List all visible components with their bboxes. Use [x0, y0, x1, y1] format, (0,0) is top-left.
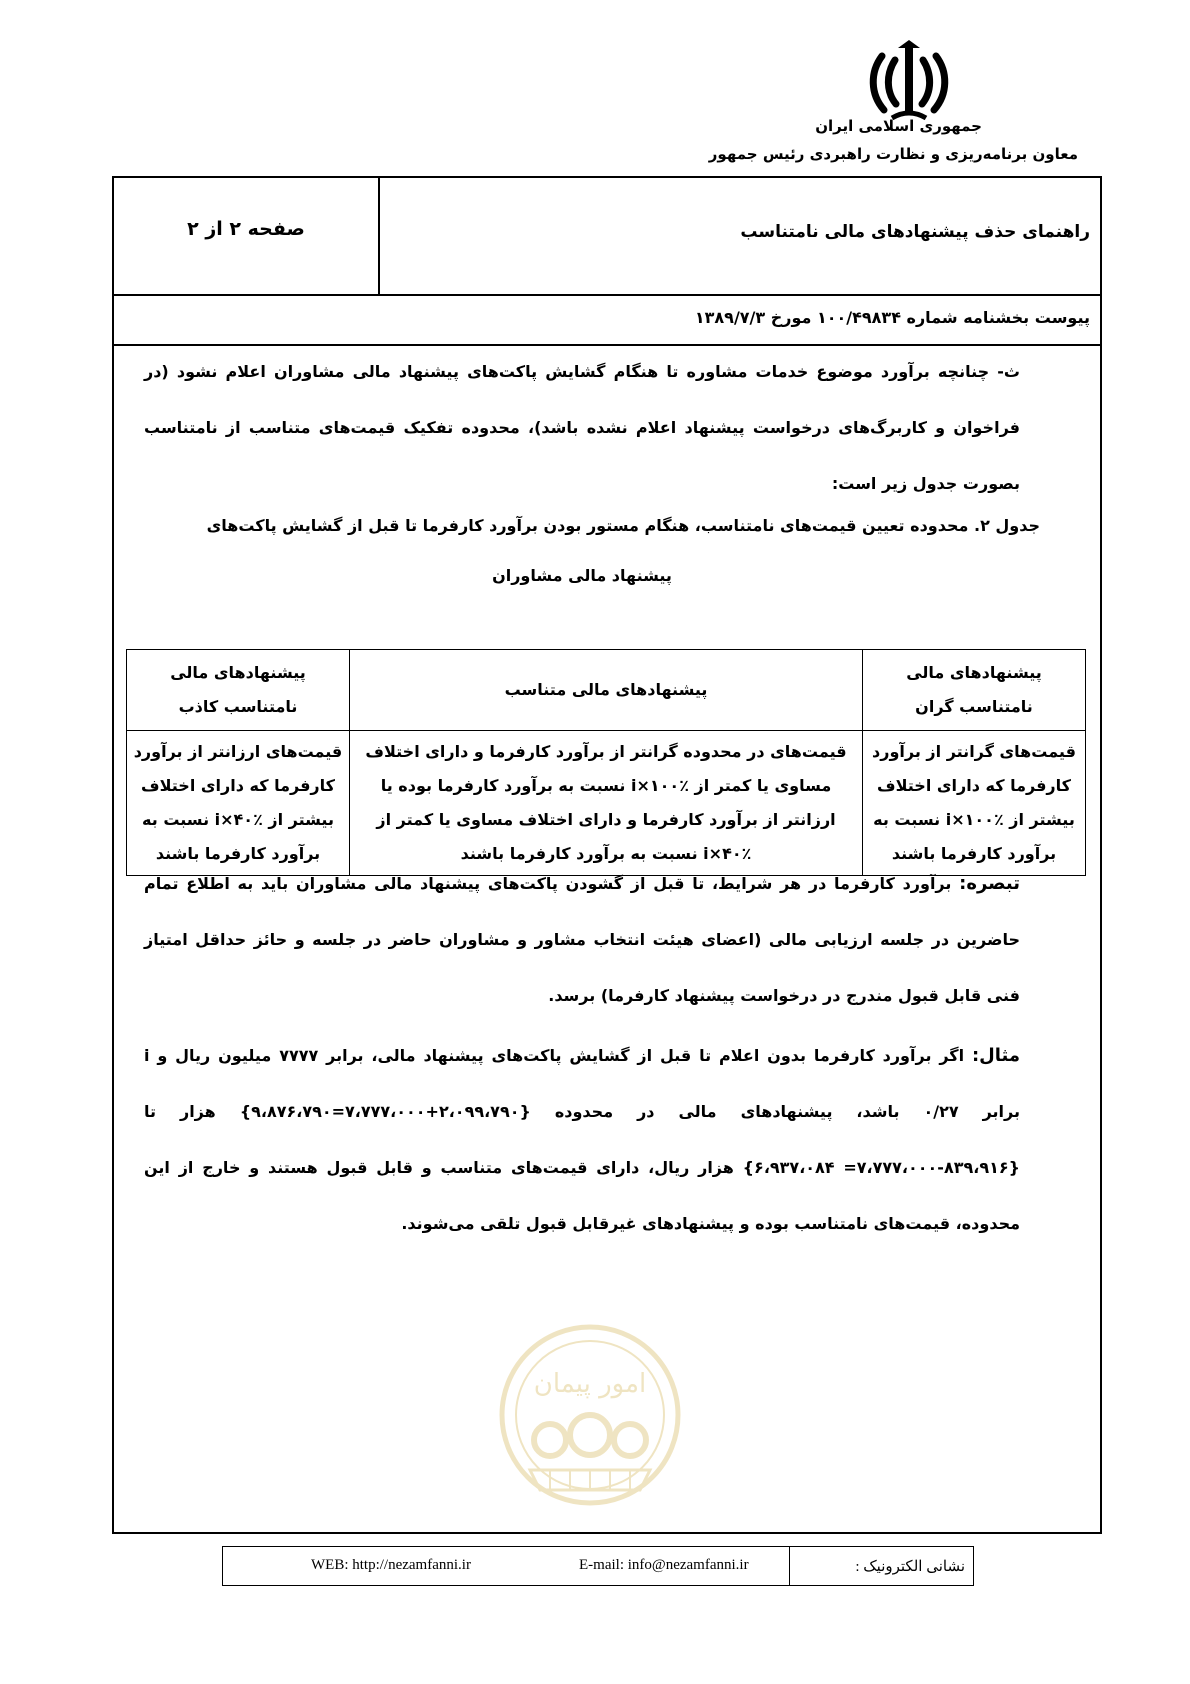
table-cell: قیمت‌های ارزانتر از برآورد کارفرما که دارای اختلاف بیشتر از i×۴۰٪ نسبت به برآورد کارفرما باشند: [127, 731, 350, 876]
example-text: اگر برآورد کارفرما بدون اعلام تا قبل از گشایش پاکت‌های پیشنهاد مالی، برابر ۷۷۷۷ میلیون ریال و i برابر ۰/۲۷ باشد، پیشنهادهای مالی در محدوده {۲،۰۹۹،۷۹۰+۷،۷۷۷،۰۰۰=۹،۸۷۶،۷۹۰} هزار تا {۸۳۹،۹۱۶-۷،۷۷۷،۰۰۰= ۶،۹۳۷،۰۸۴} هزار ریال، دارای قیمت‌های متناسب و قابل قبول هستند و خارج از این محدوده، قیمت‌های نامتناسب بوده و پیشنهادهای غیرقابل قبول تلقی می‌شوند.: [144, 1046, 1021, 1233]
table-caption-line2: پیشنهاد مالی مشاوران: [492, 566, 672, 585]
title-cell: [378, 178, 1100, 294]
table-row: [127, 731, 1086, 876]
footer-label: نشانی الکترونیک :: [855, 1559, 965, 1575]
paragraph-th: ث- چنانچه برآورد موضوع خدمات مشاوره تا هنگام گشایش پاکت‌های پیشنهاد مالی مشاوران اعلام نشود (در فراخوان و کاربرگ‌های درخواست پیشنهاد اعلام نشده باشد)، محدوده تفکیک قیمت‌های متناسب از نامتناسب بصورت جدول زیر است:: [144, 362, 1020, 493]
table-caption: جدول ۲. محدوده تعیین قیمت‌های نامتناسب، هنگام مستور بودن برآورد کارفرما تا قبل از گشایش پاکت‌های: [206, 516, 1040, 535]
note-label: تبصره:: [959, 873, 1020, 894]
example-label: مثال:: [971, 1045, 1021, 1066]
note-paragraph: [144, 856, 1020, 1024]
document-title: راهنمای حذف پیشنهادهای مالی نامتناسب: [740, 222, 1090, 242]
attachment-row: [114, 294, 1100, 346]
table-cell: قیمت‌های در محدوده گرانتر از برآورد کارفرما و دارای اختلاف مساوی یا کمتر از i×۱۰۰٪ نسبت به برآورد کارفرما بوده یا ارزانتر از برآورد کارفرما و دارای اختلاف مساوی یا کمتر از i×۴۰٪ نسبت به برآورد کارفرما باشند: [350, 731, 863, 876]
example-paragraph: [144, 1028, 1020, 1252]
footer-contact-box: [222, 1546, 974, 1586]
organization-name: معاون برنامه‌ریزی و نظارت راهبردی رئیس جمهور: [708, 145, 1078, 163]
footer-divider: [789, 1547, 790, 1585]
amoor-peyman-watermark-logo: [490, 1320, 690, 1510]
country-name: جمهوری اسلامی ایران: [815, 117, 982, 135]
table-header: پیشنهادهای مالی نامتناسب کاذب: [127, 650, 350, 731]
page-number: صفحه ۲ از ۲: [187, 218, 305, 240]
note-text: برآورد کارفرما در هر شرایط، تا قبل از گشودن پاکت‌های پیشنهاد مالی مشاوران باید به اطلاع تمام حاضرین در جلسه ارزیابی مالی (اعضای هیئت انتخاب مشاور و مشاوران حاضر در جلسه و حائز حداقل امتیاز فنی قابل قبول مندرج در درخواست پیشنهاد کارفرما) برسد.: [144, 874, 1020, 1005]
footer-email-link[interactable]: E-mail: info@nezamfanni.ir: [579, 1557, 749, 1573]
table-header: پیشنهادهای مالی نامتناسب گران: [863, 650, 1086, 731]
watermark-text: امور پیمان: [533, 1369, 647, 1399]
attachment-reference: پیوست بخشنامه شماره ۱۰۰/۴۹۸۳۴ مورخ ۱۳۸۹/۷/۳: [694, 308, 1090, 327]
iran-emblem-icon: [868, 38, 950, 124]
price-range-table: [126, 649, 1086, 876]
table-cell: قیمت‌های گرانتر از برآورد کارفرما که دارای اختلاف بیشتر از i×۱۰۰٪ نسبت به برآورد کارفرما باشند: [863, 731, 1086, 876]
title-row: [114, 178, 1100, 296]
table-header: پیشنهادهای مالی متناسب: [350, 650, 863, 731]
footer-website-link[interactable]: WEB: http://nezamfanni.ir: [311, 1557, 471, 1573]
table-header-row: [127, 650, 1086, 731]
